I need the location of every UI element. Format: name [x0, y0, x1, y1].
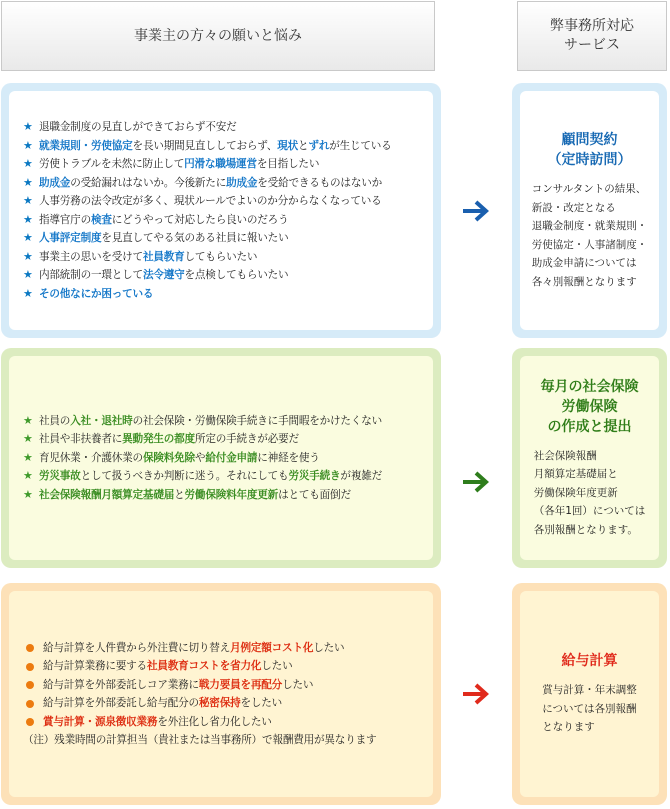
- list-item-text: その他なにか困っている: [39, 287, 154, 300]
- service-desc-payroll: [542, 681, 637, 737]
- bullet-dot-icon: [26, 663, 34, 671]
- list-item: [23, 430, 421, 449]
- star-icon: ★: [23, 212, 33, 226]
- list-item: [23, 211, 421, 230]
- list-item-text: 内部統制の一環として法令遵守を点検してもらいたい: [39, 269, 289, 281]
- list-item-text: 人事労務の法令改定が多く、現状ルールでよいのか分からなくなっている: [39, 195, 382, 207]
- list-item: [23, 155, 421, 174]
- service-desc-line: （各年1回）については: [533, 505, 646, 518]
- list-item-text: 人事評定制度を見直してやる気のある社員に報いたい: [39, 232, 289, 244]
- list-item: [23, 248, 421, 267]
- list-item: [23, 266, 421, 285]
- concerns-list-insurance: [23, 412, 421, 505]
- bullet-dot-icon: [26, 718, 34, 726]
- list-item: [23, 137, 421, 156]
- service-title-insurance: [541, 377, 639, 437]
- service-panel-payroll: [512, 583, 667, 805]
- service-desc-line: については各別報酬: [542, 702, 637, 715]
- list-item-text: 労使トラブルを未然に防止して円滑な職場運営を目指したい: [39, 158, 320, 170]
- list-item: [23, 694, 421, 713]
- column-header-services-line2: サービス: [564, 37, 620, 53]
- service-panel-insurance: [512, 348, 667, 568]
- star-icon: ★: [23, 138, 33, 152]
- star-icon: ★: [23, 249, 33, 263]
- service-title-insurance-line3: の作成と提出: [547, 418, 632, 435]
- star-icon: ★: [23, 469, 33, 483]
- service-title-payroll: 給与計算: [561, 653, 618, 670]
- list-item-text: 育児休業・介護休業の保険料免除や給付金申請に神経を使う: [39, 451, 320, 464]
- payroll-note: （注）残業時間の計算担当（貴社または当事務所）で報酬費用が異なります: [23, 734, 377, 747]
- list-item-text: 給与計算を外部委託しコア業務に戦力要員を再配分したい: [43, 678, 314, 691]
- column-header-concerns-text: 事業主の方々の願いと悩み: [134, 27, 302, 44]
- bullet-dot-icon: [26, 681, 34, 689]
- list-item: [23, 285, 421, 304]
- concerns-panel-advisory: [1, 83, 441, 338]
- service-title-insurance-line1: 毎月の社会保険: [540, 378, 639, 395]
- list-item-text: 助成金の受給漏れはないか。今後新たに助成金を受給できるものはないか: [39, 176, 383, 189]
- arrow-right-icon: [461, 471, 491, 493]
- list-item: [23, 639, 421, 658]
- star-icon: ★: [23, 413, 33, 427]
- list-item-text: 労災事故として扱うべきか判断に迷う。それにしても労災手続きが複雑だ: [39, 470, 382, 483]
- service-desc-line: 各別報酬となります。: [533, 523, 638, 536]
- service-desc-line: となります: [542, 721, 595, 734]
- service-desc-insurance: [534, 447, 645, 540]
- star-icon: ★: [23, 194, 33, 207]
- list-item: [23, 486, 421, 505]
- service-desc-line: コンサルタントの結果、: [531, 183, 647, 195]
- list-item: [23, 118, 421, 137]
- service-desc-line: 社会保険報酬: [533, 449, 597, 462]
- list-item: [23, 676, 421, 695]
- arrow-right-icon: [461, 200, 491, 222]
- list-item-text: 給与計算を人件費から外注費に切り替え月例定額コスト化したい: [43, 641, 345, 654]
- service-desc-advisory: [532, 180, 648, 291]
- list-item-text: 社員や非扶養者に異動発生の都度所定の手続きが必要だ: [39, 433, 299, 446]
- star-icon: ★: [23, 157, 33, 170]
- star-icon: ★: [23, 175, 33, 189]
- column-header-services: [517, 1, 667, 71]
- service-desc-line: 賞与計算・年末調整: [542, 684, 637, 697]
- service-desc-line: 労働保険年度更新: [533, 486, 618, 499]
- concerns-panel-payroll: [1, 583, 441, 805]
- concerns-list-advisory: [23, 118, 421, 303]
- list-item: [23, 229, 421, 248]
- service-desc-line: 労使協定・人事諸制度・: [531, 238, 648, 251]
- service-panel-advisory: [512, 83, 667, 338]
- list-item: [23, 192, 421, 211]
- list-item-text: 就業規則・労使協定を長い期間見直ししておらず、現状とずれが生じている: [39, 139, 392, 152]
- list-item: [23, 174, 421, 193]
- column-header-concerns: [1, 1, 435, 71]
- star-icon: ★: [23, 450, 33, 464]
- list-item-text: 指導官庁の検査にどうやって対応したら良いのだろう: [39, 213, 289, 226]
- service-desc-line: 新設・改定となる: [531, 201, 616, 214]
- service-title-advisory-line2: （定時訪問）: [547, 152, 632, 168]
- concerns-list-payroll: [23, 639, 421, 732]
- list-item-text: 社員の入社・退社時の社会保険・労働保険手続きに手間暇をかけたくない: [39, 414, 383, 427]
- list-item: [23, 449, 421, 468]
- service-title-advisory: [548, 130, 632, 170]
- star-icon: ★: [23, 286, 33, 300]
- star-icon: ★: [23, 432, 33, 446]
- service-desc-line: 退職金制度・就業規則・: [531, 220, 648, 232]
- service-desc-line: 各々別報酬となります: [531, 275, 637, 288]
- star-icon: ★: [23, 231, 33, 244]
- star-icon: ★: [23, 487, 33, 501]
- list-item-text: 事業主の思いを受けて社員教育してもらいたい: [39, 250, 258, 263]
- service-desc-line: 助成金申請については: [531, 257, 637, 269]
- service-desc-line: 月額算定基礎届と: [533, 468, 618, 481]
- bullet-dot-icon: [26, 700, 34, 708]
- list-item: [23, 713, 421, 732]
- list-item: [23, 412, 421, 431]
- list-item: [23, 467, 421, 486]
- list-item-text: 賞与計算・源泉徴収業務を外注化し省力化したい: [43, 715, 272, 728]
- service-title-insurance-line2: 労働保険: [561, 398, 618, 415]
- list-item-text: 給与計算を外部委託し給与配分の秘密保持をしたい: [43, 697, 283, 710]
- list-item-text: 給与計算業務に要する社員教育コストを省力化したい: [43, 660, 293, 673]
- concerns-panel-insurance: [1, 348, 441, 568]
- list-item: [23, 657, 421, 676]
- service-title-advisory-line1: 顧問契約: [561, 132, 618, 148]
- bullet-dot-icon: [26, 644, 34, 652]
- list-item-text: 退職金制度の見直しができておらず不安だ: [39, 121, 237, 133]
- list-item-text: 社会保険報酬月額算定基礎届と労働保険料年度更新はとても面倒だ: [39, 488, 351, 501]
- star-icon: ★: [23, 120, 33, 133]
- column-header-services-line1: 弊事務所対応: [550, 18, 634, 35]
- arrow-right-icon: [461, 683, 491, 705]
- star-icon: ★: [23, 268, 33, 281]
